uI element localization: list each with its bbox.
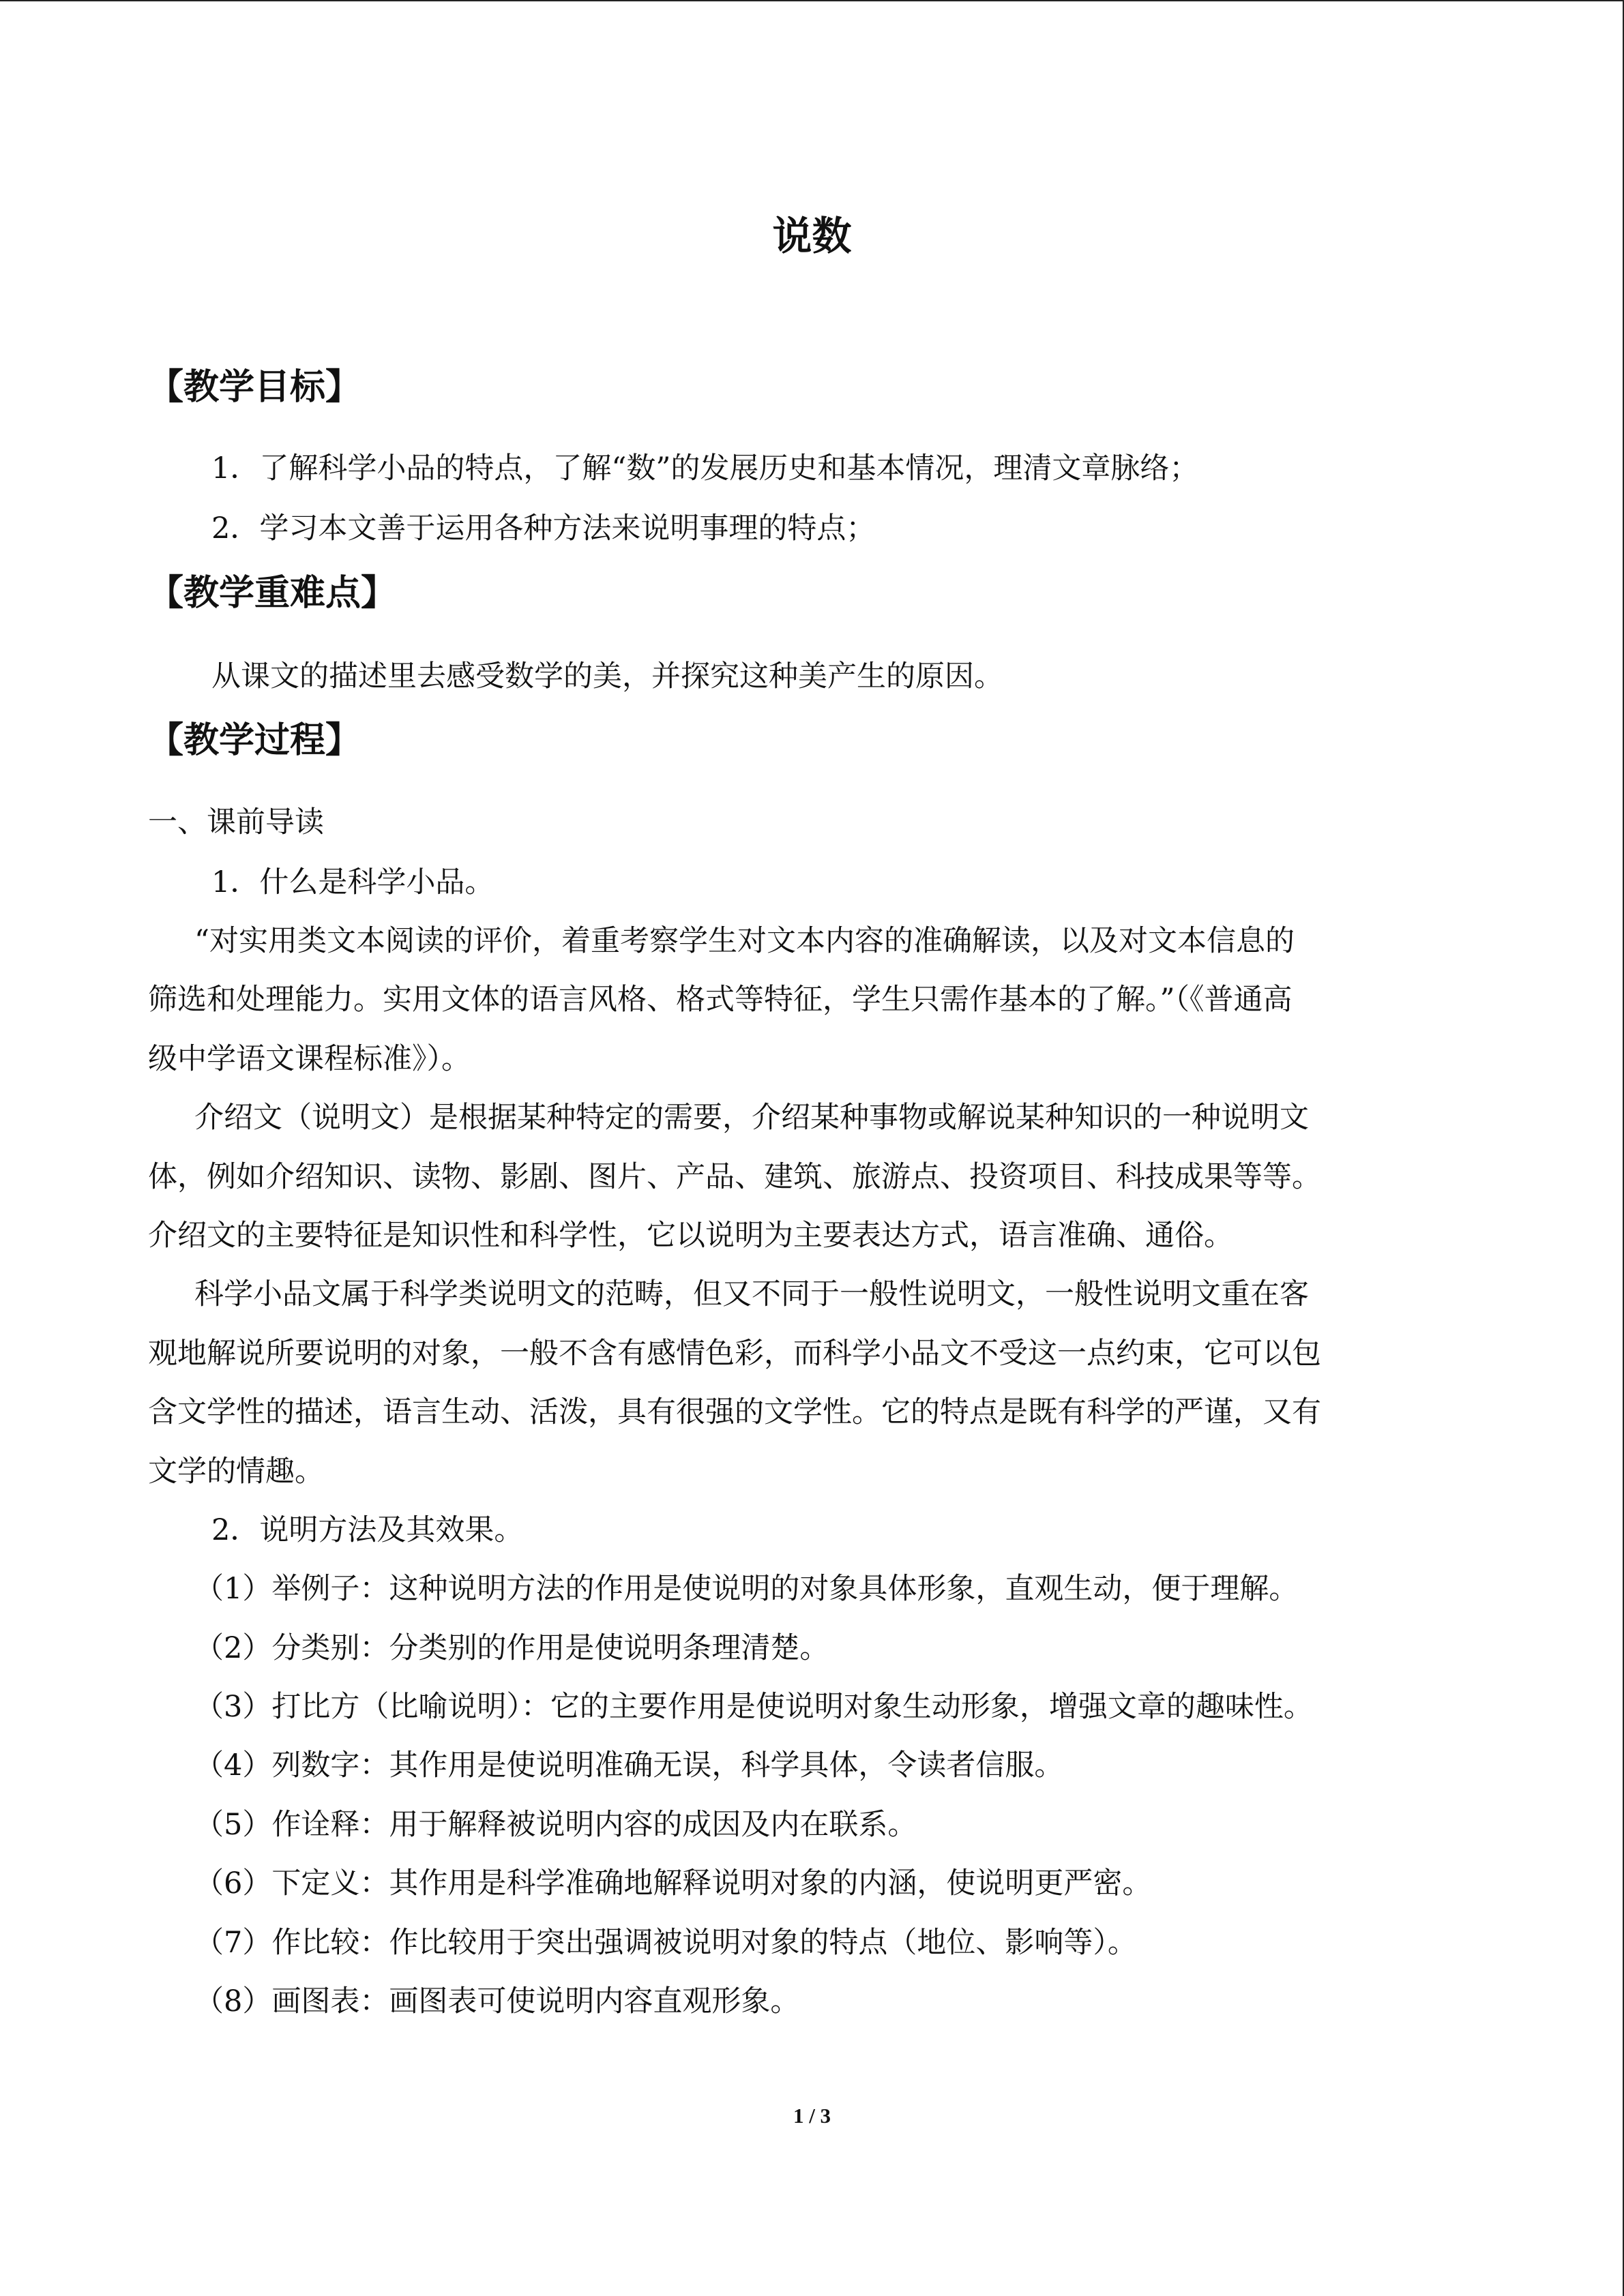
method-item: （2）分类别：分类别的作用是使说明条理清楚。 [194,1631,829,1665]
heading-objectives: 【教学目标】 [148,367,361,408]
para1-line: “对实用类文本阅读的评价，着重考察学生对文本内容的准确解读，以及对文本信息的 [194,924,1295,958]
method-item: （7）作比较：作比较用于突出强调被说明对象的特点（地位、影响等）。 [194,1926,1137,1960]
method-item: （5）作诠释：用于解释被说明内容的成因及内在联系。 [194,1808,917,1842]
para1-line: 筛选和处理能力。实用文体的语言风格、格式等特征，学生只需作基本的了解。”（《普通高 [148,983,1293,1017]
para1-line: 级中学语文课程标准》）。 [148,1042,471,1076]
objective-item-2: 2．学习本文善于运用各种方法来说明事理的特点； [211,511,876,546]
para3-line: 科学小品文属于科学类说明文的范畴，但又不同于一般性说明文，一般性说明文重在客 [194,1277,1309,1311]
heading-key-points: 【教学重难点】 [148,573,397,614]
method-item: （8）画图表：画图表可使说明内容直观形象。 [194,1984,800,2018]
key-points-text: 从课文的描述里去感受数学的美，并探究这种美产生的原因。 [211,659,1003,694]
para3-line: 观地解说所要说明的对象，一般不含有感情色彩，而科学小品文不受这一点约束，它可以包 [148,1337,1321,1371]
para3-line: 文学的情趣。 [148,1455,324,1489]
heading-process: 【教学过程】 [148,720,361,761]
method-item: （6）下定义：其作用是科学准确地解释说明对象的内涵，使说明更严密。 [194,1866,1152,1900]
para2-line: 介绍文（说明文）是根据某种特定的需要，介绍某种事物或解说某种知识的一种说明文 [194,1101,1309,1135]
method-item: （4）列数字：其作用是使说明准确无误，科学具体，令读者信服。 [194,1748,1064,1783]
q1-title: 1．什么是科学小品。 [211,865,494,899]
objective-item-1: 1．了解科学小品的特点，了解“数”的发展历史和基本情况，理清文章脉络； [211,451,1199,486]
method-item: （3）打比方（比喻说明）：它的主要作用是使说明对象生动形象，增强文章的趣味性。 [194,1690,1313,1724]
q2-title: 2．说明方法及其效果。 [211,1513,524,1547]
method-item: （1）举例子：这种说明方法的作用是使说明的对象具体形象，直观生动，便于理解。 [194,1572,1299,1606]
part1-title: 一、课前导读 [148,805,324,839]
para2-line: 介绍文的主要特征是知识性和科学性，它以说明为主要表达方式，语言准确、通俗。 [148,1219,1233,1253]
para2-line: 体，例如介绍知识、读物、影剧、图片、产品、建筑、旅游点、投资项目、科技成果等等。 [148,1160,1321,1194]
top-border [0,0,1624,1]
page-number: 1 / 3 [793,2104,831,2128]
page-title: 说数 [772,213,852,259]
para3-line: 含文学性的描述，语言生动、活泼，具有很强的文学性。它的特点是既有科学的严谨，又有 [148,1395,1321,1429]
